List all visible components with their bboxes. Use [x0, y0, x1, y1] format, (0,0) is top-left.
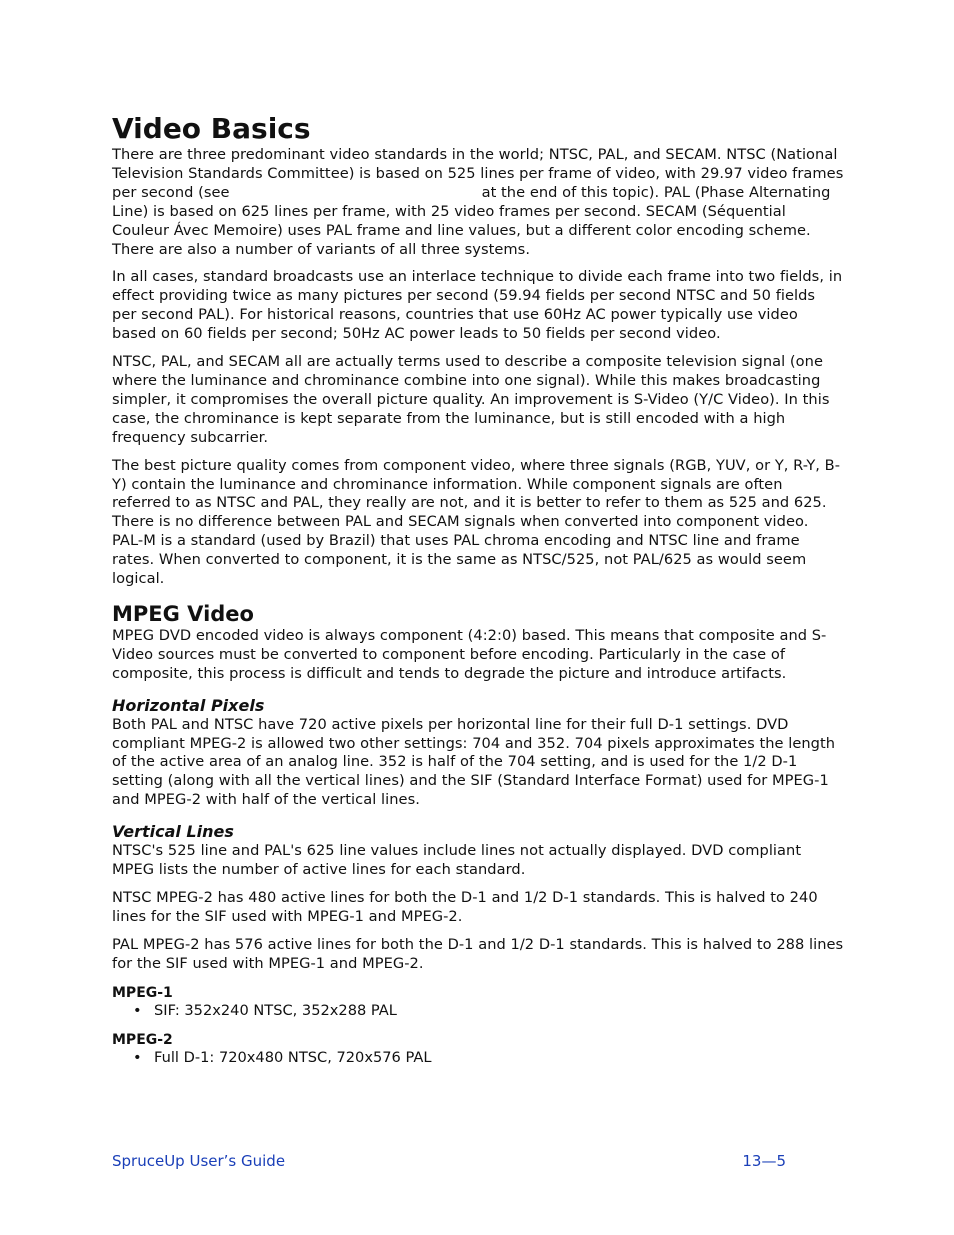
intro-paragraph-1-end: at the end of this topic). PAL (Phase Alternating Line) is based on 625 lines per frame, with 25 video frames per second. SECAM (Séquential Couleur Ávec Memoire) uses PAL frame and line values, but a different color encoding scheme. There are also a number of variants of all three systems. [112, 183, 831, 258]
horizontal-pixels-heading: Horizontal Pixels [112, 695, 265, 715]
mpeg2-heading: MPEG-2 [112, 1031, 173, 1048]
intro-paragraph-1 [112, 146, 844, 259]
list-item-text: Full D-1: 720x480 NTSC, 720x576 PAL [154, 1048, 432, 1066]
list-item [112, 1049, 844, 1068]
mpeg1-heading: MPEG-1 [112, 984, 173, 1001]
footer-page-number: 13—5 [742, 1152, 786, 1170]
mpeg-video-heading: MPEG Video [112, 601, 254, 626]
page-title: Video Basics [112, 112, 311, 145]
intro-paragraph-3: NTSC, PAL, and SECAM all are actually terms used to describe a composite television signal (one where the luminance and chrominance combine into one signal). While this makes broadcasting simpler, it compromises the overall picture quality. An improvement is S-Video (Y/C Video). In this case, the chrominance is kept separate from the luminance, but is still encoded with a high frequency subcarrier. [112, 353, 830, 446]
footer-guide-title: SpruceUp User’s Guide [112, 1152, 286, 1170]
bullet-icon: • [133, 1048, 142, 1066]
vertical-lines-heading: Vertical Lines [112, 822, 234, 842]
list-item-text: SIF: 352x240 NTSC, 352x288 PAL [154, 1001, 397, 1019]
bullet-icon: • [133, 1001, 142, 1019]
intro-paragraph-4: The best picture quality comes from component video, where three signals (RGB, YUV, or Y, R-Y, B-Y) contain the luminance and chrominance information. While component signals are often referred to as NTSC and PAL, they really are not, and it is better to refer to them as 525 and 625. There is no difference between PAL and SECAM signals when converted into component video. PAL-M is a standard (used by Brazil) that uses PAL chroma encoding and NTSC line and frame rates. When converted to component, it is the same as NTSC/525, not PAL/625 as would seem logical. [112, 456, 841, 588]
mpeg-video-paragraph: MPEG DVD encoded video is always component (4:2:0) based. This means that composite and S-Video sources must be converted to component before encoding. Particularly in the case of composite, this process is difficult and tends to degrade the picture and introduce artifacts. [112, 626, 827, 682]
vertical-lines-paragraph-2: NTSC MPEG-2 has 480 active lines for both the D-1 and 1/2 D-1 standards. This is halved to 240 lines for the SIF used with MPEG-1 and MPEG-2. [112, 889, 818, 925]
mpeg1-list [112, 1002, 844, 1021]
intro-paragraph-2: In all cases, standard broadcasts use an interlace technique to divide each frame into two fields, in effect providing twice as many pictures per second (59.94 fields per second NTSC and 50 fields per second PAL). For historical reasons, countries that use 60Hz AC power typically use video based on 60 fields per second; 50Hz AC power leads to 50 fields per second video. [112, 268, 843, 343]
intro-paragraph-1-start: There are three predominant video standards in the world; NTSC, PAL, and SECAM. NTSC (National Television Standards Committee) is based on 525 lines per frame of video, with 29.97 video frames per second (see [112, 146, 844, 201]
mpeg2-list [112, 1049, 844, 1068]
horizontal-pixels-paragraph: Both PAL and NTSC have 720 active pixels per horizontal line for their full D-1 settings. DVD compliant MPEG-2 is allowed two other settings: 704 and 352. 704 pixels approximates the length of the active area of an analog line. 352 is half of the 704 setting, and is used for the 1/2 D-1 setting (along with all the vertical lines) and the SIF (Standard Interface Format) used for MPEG-1 and MPEG-2 with half of the vertical lines. [112, 715, 836, 809]
document-page [112, 112, 844, 1067]
vertical-lines-paragraph-3: PAL MPEG-2 has 576 active lines for both the D-1 and 1/2 D-1 standards. This is halved to 288 lines for the SIF used with MPEG-1 and MPEG-2. [112, 935, 844, 972]
list-item [112, 1002, 844, 1021]
vertical-lines-paragraph-1: NTSC's 525 line and PAL's 625 line values include lines not actually displayed. DVD compliant MPEG lists the number of active lines for each standard. [112, 842, 802, 879]
